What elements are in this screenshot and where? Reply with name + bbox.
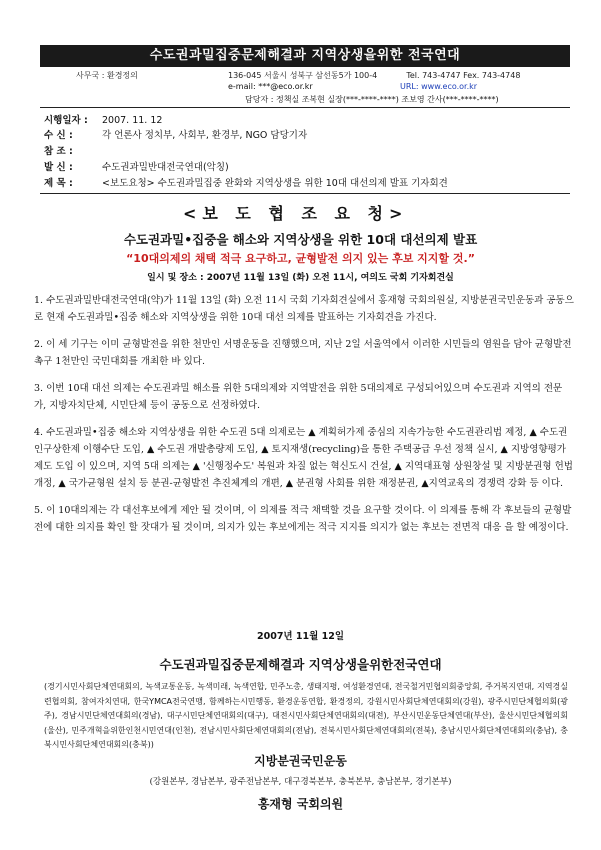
paragraph-5: 5. 이 10대의제는 각 대선후보에게 제안 될 것이며, 이 의제를 적극 채택할 것을 요구할 것이다. 이 의제를 통해 각 후보들의 균형발전에 대한 의지를 확인 할 잣대가 될 것이며, 의지가 있는 후보에게는 적극 지지를 의지가 없는 후보는 전면적 대응 을 할 예정이다. <box>34 505 572 533</box>
meta-date-label: 시행일자 : <box>44 115 88 126</box>
meta-from-value: 수도권과밀반대전국연대(악칭) <box>102 162 229 173</box>
meta-to-value: 각 언론사 정치부, 사회부, 환경부, NGO 담당기자 <box>102 130 308 141</box>
footer-org: 수도권과밀집중문제해결과 지역상생을위한전국연대 <box>159 657 442 672</box>
press-banner: <보 도 협 조 요 청> <box>183 204 409 223</box>
footer-branches: (강원본부, 경남본부, 광주전남본부, 대구경북본부, 충북본부, 충남본부, 경기본부) <box>149 777 452 787</box>
letterhead-email[interactable]: e-mail: ***@eco.or.kr <box>228 82 313 91</box>
paragraph-3: 3. 이번 10대 대선 의제는 수도권과밀 해소를 위한 5대의제와 지역발전을 위한 5대의제로 구성되어있으며 수도권과 지역의 전문가, 지방자치단체, 시민단체 등이 공동으로 선정하였다. <box>34 383 563 411</box>
tel-fax-text: Tel. 743-4747 Fex. 743-4748 <box>406 71 521 80</box>
meta-cc <box>44 143 102 157</box>
paragraph-1: 1. 수도권과밀반대전국연대(약)가 11월 13일 (화) 오전 11시 국회 기자회견실에서 홍재형 국회의원실, 지방분권국민운동과 공동으로 현재 수도권과밀•집중 해소와 지역상생을 위한 10대 대선 의제를 발표하는 기자회견을 가진다. <box>34 295 574 323</box>
meta-subject-value: <보도요청> 수도권과밀집중 완화와 지역상생을 위한 10대 대선의제 발표 기자회견 <box>102 178 448 189</box>
footer-members: (경기시민사회단체연대회의, 녹색교통운동, 녹색미래, 녹색연합, 민주노총, 생태지평, 여성환경연대, 전국철거민협의회중앙회, 주거복지연대, 지역경실련협의회, 참여자치연대, 한국YMCA전국연맹, 함께하는시민행동, 환경운동연합, 환경정의, 강원시민사회단체연대회의(강원), 광주시민단체협의회(광주), 경남시민단체연대회의(경남), 대구시민단체연대회의(대구), 대전시민사회단체연대회의(대전), 부산시민운동단체연대(부산), 울산시민단체협의회(울산), 민주개혁을위한인천시민연대(인천), 전남시민사회단체연대회의(전남), 전북시민사회단체연대회의(전북), 충남시민사회단체연대회의(충남), 충북시민사회단체연대회의(충북)) <box>44 682 568 749</box>
meta-from <box>44 159 229 173</box>
meta-divider <box>40 193 570 194</box>
release-when-where: 일시 및 장소 : 2007년 11월 13일 (화) 오전 11시, 여의도 국회 기자회견실 <box>147 273 454 283</box>
address-text: 136-045 서울시 성북구 삼선동5가 100-4 <box>228 71 378 80</box>
release-title: 수도권과밀•집중을 해소와 지역상생을 위한 10대 대선의제 발표 <box>123 232 478 247</box>
paragraph-4: 4. 수도권과밀•집중 해소와 지역상생을 위한 수도권 5대 의제로는 ▲ 계획허가제 중심의 지속가능한 수도권관리법 제정, ▲ 수도권 인구상한제 이행수단 도입, ▲ 수도권 개발총량제 도입, ▲ 토지재생(recycling)을 통한 주택공급 우선 정책 실시, ▲ 지방영향평가제도 도입 이 있으며, 지역 5대 의제는 ▲ '신행정수도' 복원과 차질 없는 혁신도시 건설, ▲ 지역대표형 상원창설 및 지방분권형 헌법개정, ▲ 국가균형원 설치 등 분권-균형발전 추진체계의 개편, ▲ 분권형 사회를 위한 재정분권, ▲지역교육의 경쟁력 강화 등 이다. <box>34 427 573 489</box>
meta-date <box>44 112 162 126</box>
meta-subject-label: 제 목 : <box>44 178 73 189</box>
meta-subject <box>44 175 448 189</box>
footer-org2: 지방분권국민운동 <box>254 754 347 768</box>
footer-org3: 홍재형 국회의원 <box>257 797 344 811</box>
release-quote: “10대의제의 채택 적극 요구하고, 균형발전 의지 있는 후보 지지할 것.” <box>126 252 475 265</box>
paragraph-2: 2. 이 세 기구는 이미 균형발전을 위한 천만인 서명운동을 진행했으며, 지난 2일 서울역에서 이러한 시민들의 염원을 담아 균형발전촉구 1천만인 국민대회를 개최한 바 있다. <box>34 339 572 367</box>
letterhead-staff: 사무국 : 환경정의 <box>76 71 138 80</box>
meta-to <box>44 127 307 141</box>
letterhead-url[interactable]: URL: www.eco.or.kr <box>400 82 478 91</box>
meta-date-value: 2007. 11. 12 <box>102 115 163 126</box>
header-divider <box>40 107 570 108</box>
letterhead-contacts: 담당자 : 정책실 조복현 실장(***-****-****) 조보영 간사(***-****-****) <box>245 95 499 104</box>
letterhead-org-name: 수도권과밀집중문제해결과 지역상생을위한 전국연대 <box>40 45 570 67</box>
footer-date: 2007년 11월 12일 <box>256 631 345 642</box>
letterhead-address <box>228 70 520 81</box>
release-body <box>34 292 574 546</box>
meta-from-label: 발 신 : <box>44 162 73 173</box>
meta-to-label: 수 신 : <box>44 130 73 141</box>
meta-cc-label: 참 조 : <box>44 146 73 157</box>
